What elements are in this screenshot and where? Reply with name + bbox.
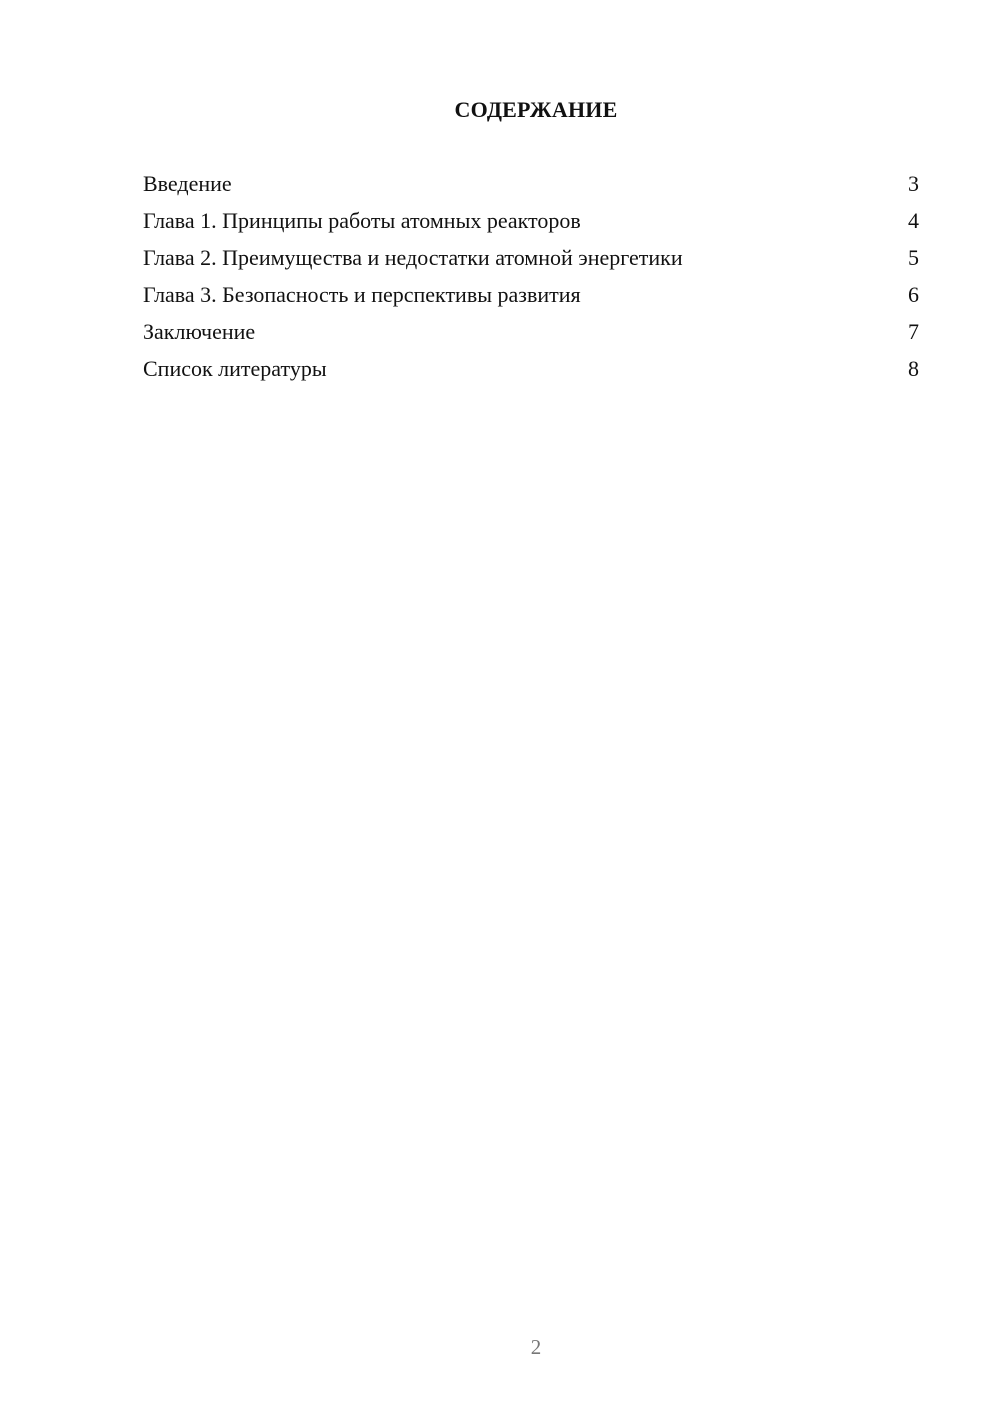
toc-entry-page: 4	[908, 208, 919, 233]
toc-entry-title: Глава 2. Преимущества и недостатки атомной энергетики	[143, 245, 683, 270]
table-of-contents	[143, 168, 919, 390]
toc-entry-introduction	[143, 168, 919, 205]
toc-entry-title: Список литературы	[143, 356, 327, 381]
toc-entry-title: Глава 1. Принципы работы атомных реакторов	[143, 208, 581, 233]
toc-entry-chapter-2	[143, 242, 919, 279]
toc-entry-page: 3	[908, 171, 919, 196]
toc-entry-title: Заключение	[143, 319, 256, 344]
toc-entry-page: 6	[908, 282, 919, 307]
page-title: СОДЕРЖАНИЕ	[454, 97, 618, 122]
toc-entry-chapter-3	[143, 279, 919, 316]
toc-entry-title: Введение	[143, 171, 232, 196]
toc-entry-references	[143, 353, 919, 390]
toc-entry-chapter-1	[143, 205, 919, 242]
toc-entry-page: 5	[908, 245, 919, 270]
toc-entry-title: Глава 3. Безопасность и перспективы развития	[143, 282, 581, 307]
page-number: 2	[530, 1335, 542, 1359]
toc-entry-conclusion	[143, 316, 919, 353]
toc-entry-page: 7	[908, 319, 919, 344]
toc-entry-page: 8	[908, 356, 919, 381]
